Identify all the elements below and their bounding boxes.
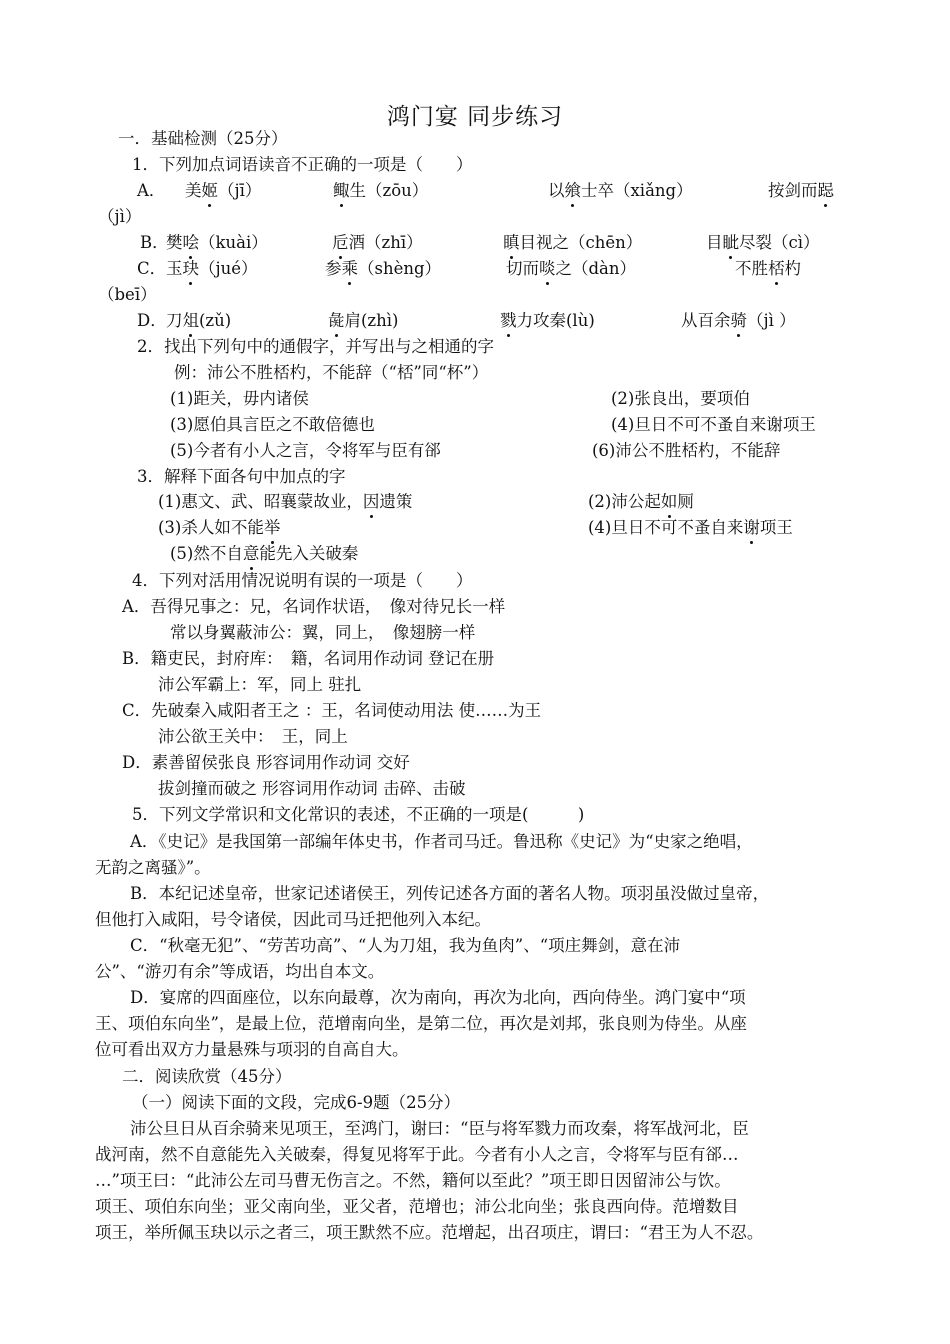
q1-c-item3: 切而啖之（dàn） xyxy=(506,259,637,278)
q2-item1: (1)距关，毋内诸侯 xyxy=(170,389,309,408)
q1-d-item1: 刀俎(zǔ) xyxy=(166,311,232,330)
q1-a-item1: 美姬（jī） xyxy=(185,181,262,200)
q1-d-label: D． xyxy=(137,311,167,330)
passage-line-1: 沛公旦日从百余骑来见项王，至鸿门，谢曰：“臣与将军戮力而攻秦，将军战河北，臣 xyxy=(130,1119,749,1138)
reading-subheading: （一）阅读下面的文段，完成6-9题（25分） xyxy=(132,1093,461,1112)
q4-stem: 4．下列对活用情况说明有误的一项是（ ） xyxy=(132,571,473,590)
section-1-heading: 一．基础检测（25分） xyxy=(118,129,288,148)
q5-d-line1: D．宴席的四面座位，以东向最尊，次为南向，再次为北向，西向侍坐。鸿门宴中“项 xyxy=(130,988,746,1007)
q3-item5: (5)然不自意能先入关破秦 xyxy=(170,544,359,563)
q2-item2: (2)张良出，要项伯 xyxy=(611,389,750,408)
q1-c-item1: 玉玦（jué） xyxy=(166,259,258,278)
q1-a-item4: 按剑而跽 xyxy=(768,181,834,200)
document-title: 鸿门宴 同步练习 xyxy=(386,104,564,130)
q4-b-line2: 沛公军霸上：军，同上 驻扎 xyxy=(158,675,362,694)
q5-c-line2: 公”、“游刃有余”等成语，均出自本文。 xyxy=(95,962,385,981)
passage-line-2: 战河南，然不自意能先入关破秦，得复见将军于此。今者有小人之言，令将军与臣有郤… xyxy=(95,1145,739,1164)
q1-a-label: A． xyxy=(137,181,166,200)
q3-item4: (4)旦日不可不蚤自来谢项王 xyxy=(588,518,793,537)
q3-item1: (1)惠文、武、昭襄蒙故业，因遗策 xyxy=(158,492,413,511)
q3-item3: (3)杀人如不能举 xyxy=(158,518,281,537)
q5-b-line2: 但他打入咸阳，号令诸侯，因此司马迁把他列入本纪。 xyxy=(95,910,491,929)
q1-c-item4: 不胜桮杓 xyxy=(735,259,801,278)
q2-example: 例：沛公不胜桮杓，不能辞（“桮”同“杯”） xyxy=(174,363,489,382)
q1-stem: 1．下列加点词语读音不正确的一项是（ ） xyxy=(132,155,473,174)
q2-item4: (4)旦日不可不蚤自来谢项王 xyxy=(611,415,816,434)
q1-b-item1: 樊哙（kuài） xyxy=(166,233,268,252)
q4-a-line2: 常以身翼蔽沛公：翼，同上， 像翅膀一样 xyxy=(170,623,476,642)
q1-a-item2: 鲰生（zōu） xyxy=(333,181,429,200)
passage-line-4: 项王、项伯东向坐；亚父南向坐，亚父者，范增也；沛公北向坐；张良西向侍。范增数目 xyxy=(95,1197,739,1216)
q4-c-line1: C．先破秦入咸阳者王之 ：王，名词使动用法 使……为王 xyxy=(122,701,542,720)
section-2-heading: 二．阅读欣赏（45分） xyxy=(122,1067,292,1086)
q1-a-item4-pinyin: （jì） xyxy=(98,207,142,226)
q4-a-line1: A．吾得兄事之：兄，名词作状语， 像对待兄长一样 xyxy=(122,597,506,616)
q1-c-item2: 参乘（shèng） xyxy=(325,259,442,278)
q5-stem: 5．下列文学常识和文化常识的表述，不正确的一项是( ) xyxy=(132,805,585,824)
q5-b-line1: B．本纪记述皇帝，世家记述诸侯王，列传记述各方面的著名人物。项羽虽没做过皇帝， xyxy=(130,884,770,903)
q5-d-line2: 王、项伯东向坐”，是最上位，范增南向坐，是第二位，再次是刘邦，张良则为侍坐。从座 xyxy=(95,1014,747,1033)
q5-c-line1: C．“秋毫无犯”、“劳苦功高”、“人为刀俎，我为鱼肉”、“项庄舞剑，意在沛 xyxy=(130,936,681,955)
q1-d-item4: 从百余骑（jì ） xyxy=(681,311,796,330)
q1-a-item3: 以飨士卒（xiǎng） xyxy=(548,181,693,200)
q2-item5: (5)今者有小人之言，令将军与臣有郤 xyxy=(170,441,441,460)
q3-stem: 3．解释下面各句中加点的字 xyxy=(137,467,346,486)
q1-b-item3: 瞋目视之（chēn） xyxy=(503,233,643,252)
q4-c-line2: 沛公欲王关中： 王，同上 xyxy=(158,727,348,746)
passage-line-3: …”项王曰：“此沛公左司马曹无伤言之。不然，籍何以至此？”项王即日因留沛公与饮。 xyxy=(95,1171,731,1190)
q1-d-item2: 彘肩(zhì) xyxy=(328,311,399,330)
q1-c-item4-pinyin: （beī） xyxy=(98,285,157,304)
q2-item6: (6)沛公不胜桮杓，不能辞 xyxy=(592,441,781,460)
q5-a-line2: 无韵之离骚》”。 xyxy=(95,858,211,877)
q2-stem: 2．找出下列句中的通假字，并写出与之相通的字 xyxy=(137,337,494,356)
q5-a-line1: A．《史记》是我国第一部编年体史书，作者司马迁。鲁迅称《史记》为“史家之绝唱， xyxy=(130,832,753,851)
q4-d-line2: 拔剑撞而破之 形容词用作动词 击碎、击破 xyxy=(158,779,466,798)
q5-d-line3: 位可看出双方力量悬殊与项羽的自高自大。 xyxy=(95,1040,409,1059)
passage-line-5: 项王，举所佩玉玦以示之者三，项王默然不应。范增起，出召项庄，谓曰：“君王为人不忍。 xyxy=(95,1223,764,1242)
q4-b-line1: B．籍吏民，封府库： 籍，名词用作动词 登记在册 xyxy=(122,649,495,668)
q1-b-item4: 目眦尽裂（cì） xyxy=(706,233,820,252)
q1-b-item2: 卮酒（zhī） xyxy=(332,233,423,252)
q3-item2: (2)沛公起如厕 xyxy=(588,492,694,511)
q1-d-item3: 戮力攻秦(lù) xyxy=(500,311,595,330)
q2-item3: (3)愿伯具言臣之不敢倍德也 xyxy=(170,415,375,434)
q1-c-label: C． xyxy=(137,259,167,278)
q4-d-line1: D．素善留侯张良 形容词用作动词 交好 xyxy=(122,753,410,772)
q1-b-label: B． xyxy=(140,233,169,252)
